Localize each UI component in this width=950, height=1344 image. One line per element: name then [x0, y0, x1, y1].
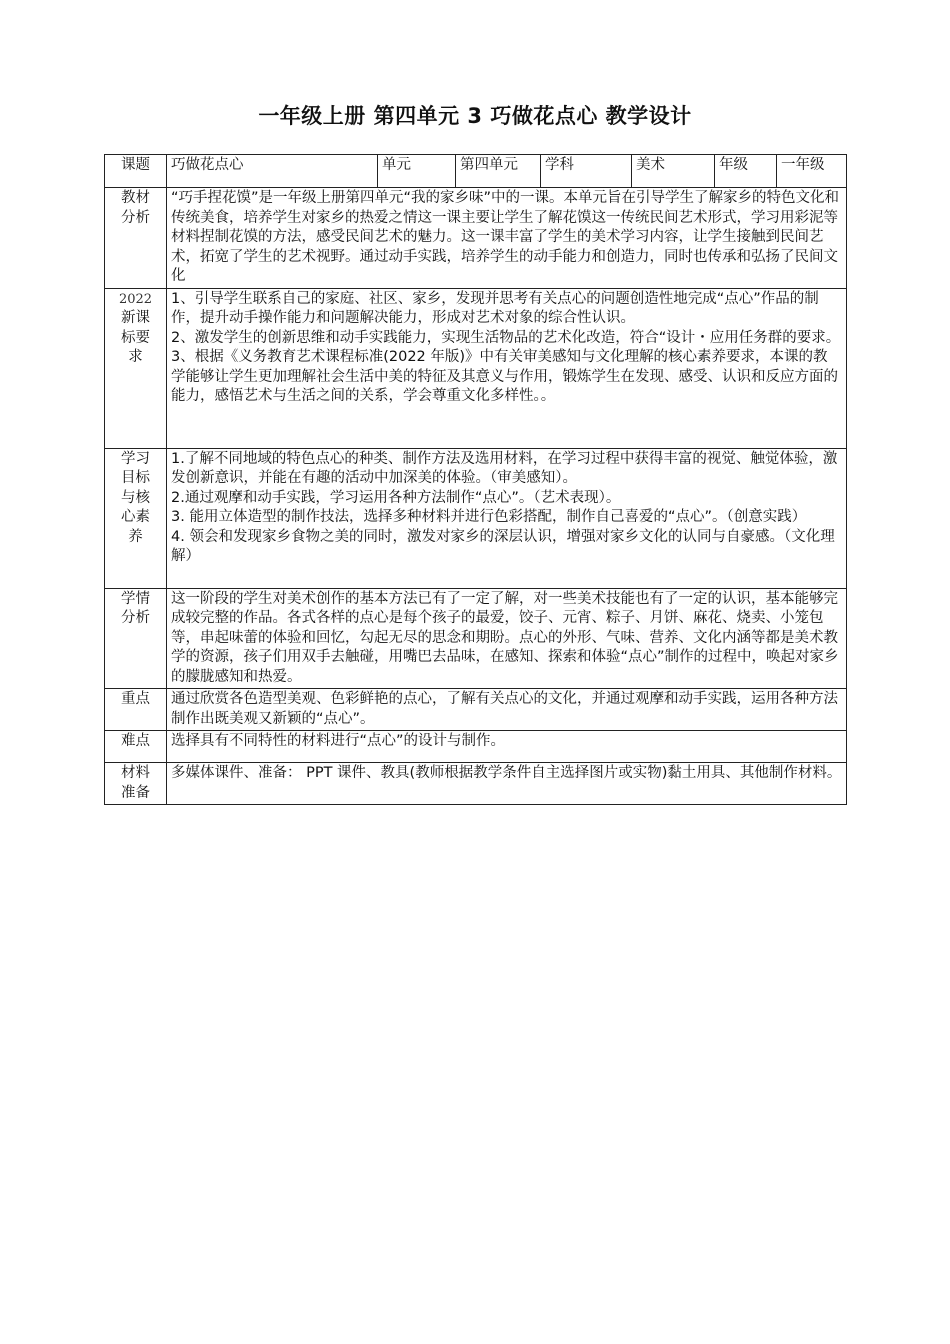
label-line: 学情: [121, 590, 150, 607]
paragraph: 3、根据《义务教育艺术课程标准(2022 年版)》中有关审美感知与文化理解的核心素养要求，本课的教学能够让学生更加理解社会生活中美的特征及其意义与作用，锻炼学生在发现、感受、认识和反应方面的能力，感悟艺术与生活之间的关系，学会尊重文化多样性。。: [171, 349, 838, 404]
paragraph: “巧手捏花馍”是一年级上册第四单元“我的家乡味”中的一课。本单元旨在引导学生了解家乡的特色文化和传统美食，培养学生对家乡的热爱之情这一课主要让学生了解花馍这一传统民间艺术形式，学习用彩泥等材料捏制花馍的方法，感受民间艺术的魅力。这一课丰富了学生的美术学习内容，让学生接触到民间艺术，拓宽了学生的艺术视野。通过动手实践，培养学生的动手能力和创造力，同时也传承和弘扬了民间文化: [171, 190, 840, 284]
section-content: [167, 588, 847, 689]
label-line: 求: [128, 349, 143, 365]
unit-value: 第四单元: [456, 155, 541, 188]
section-label: [105, 448, 167, 588]
paragraph: 选择具有不同特性的材料进行“点心”的设计与制作。: [171, 733, 506, 749]
topic-label: 课题: [105, 155, 167, 188]
label-line: 重点: [121, 691, 150, 707]
section-content: [167, 288, 847, 448]
section-label: [105, 763, 167, 805]
section-textbook-analysis: [105, 188, 847, 289]
label-line: 材料: [121, 765, 150, 781]
grade-value: 一年级: [777, 155, 847, 188]
label-line: 标要: [121, 329, 150, 346]
paragraph: 2、激发学生的创新思维和动手实践能力，实现生活物品的艺术化改造，符合“设计・应用任务群的要求。: [171, 329, 841, 346]
paragraph: 这一阶段的学生对美术创作的基本方法已有了一定了解，对一些美术技能也有了一定的认识，基本能够完成较完整的作品。各式各样的点心是每个孩子的最爱，饺子、元宵、粽子、月饼、麻花、烧卖、小笼包等，串起味蕾的体验和回忆，勾起无尽的思念和期盼。点心的外形、气味、营养、文化内涵等都是美术教学的资源，孩子们用双手去触碰，用嘴巴去品味，在感知、探索和体验“点心”制作的过程中，唤起对家乡的朦胧感知和热爱。: [171, 590, 839, 685]
section-key-points: [105, 689, 847, 731]
label-line: 心素: [121, 509, 150, 525]
label-line: 教材: [121, 190, 150, 206]
unit-label: 单元: [378, 155, 456, 188]
label-line: 目标: [121, 470, 150, 486]
section-materials: [105, 763, 847, 805]
label-line: 养: [128, 528, 143, 545]
topic-value: 巧做花点心: [167, 155, 378, 188]
section-learning-objectives: [105, 448, 847, 588]
label-line: 与核: [121, 489, 150, 506]
label-line: 新课: [121, 310, 150, 326]
paragraph: 1.了解不同地域的特色点心的种类、制作方法及选用材料，在学习过程中获得丰富的视觉、触觉体验，激发创新意识，并能在有趣的活动中加深美的体验。（审美感知）。: [171, 450, 838, 486]
document-title: 一年级上册 第四单元 3 巧做花点心 教学设计: [258, 104, 692, 128]
label-line: 学习: [121, 450, 150, 467]
paragraph: 多媒体课件、准备： PPT 课件、教具(教师根据教学条件自主选择图片或实物)黏土用具、其他制作材料。: [171, 765, 842, 781]
paragraph: 3. 能用立体造型的制作技法，选择多种材料并进行色彩搭配，制作自己喜爱的“点心”。（创意实践）: [171, 509, 807, 525]
section-label: [105, 188, 167, 289]
section-content: [167, 763, 847, 805]
section-curriculum-standard: [105, 288, 847, 448]
grade-label: 年级: [715, 155, 777, 188]
label-line: 分析: [121, 209, 150, 226]
section-difficulties: [105, 731, 847, 763]
paragraph: 4. 领会和发现家乡食物之美的同时，激发对家乡的深层认识，增强对家乡文化的认同与自豪感。（文化理解）: [171, 528, 835, 564]
paragraph: 通过欣赏各色造型美观、色彩鲜艳的点心，了解有关点心的文化，并通过观摩和动手实践，运用各种方法制作出既美观又新颖的“点心”。: [171, 691, 838, 727]
subject-label: 学科: [541, 155, 632, 188]
header-row: [105, 155, 847, 188]
section-content: [167, 448, 847, 588]
label-line: 2022: [118, 291, 153, 307]
section-student-analysis: [105, 588, 847, 689]
subject-value: 美术: [632, 155, 715, 188]
section-content: [167, 188, 847, 289]
paragraph: 1、引导学生联系自己的家庭、社区、家乡，发现并思考有关点心的问题创造性地完成“点心”作品的制作，提升动手操作能力和问题解决能力，形成对艺术对象的综合性认识。: [171, 290, 819, 326]
section-label: [105, 588, 167, 689]
section-label: [105, 288, 167, 448]
section-content: [167, 731, 847, 763]
section-content: [167, 689, 847, 731]
paragraph: 2.通过观摩和动手实践，学习运用各种方法制作“点心”。（艺术表现）。: [171, 489, 621, 506]
section-label: [105, 731, 167, 763]
section-label: [105, 689, 167, 731]
lesson-plan-table: [104, 154, 847, 805]
label-line: 难点: [121, 733, 150, 749]
label-line: 分析: [121, 610, 150, 626]
label-line: 准备: [121, 784, 150, 801]
